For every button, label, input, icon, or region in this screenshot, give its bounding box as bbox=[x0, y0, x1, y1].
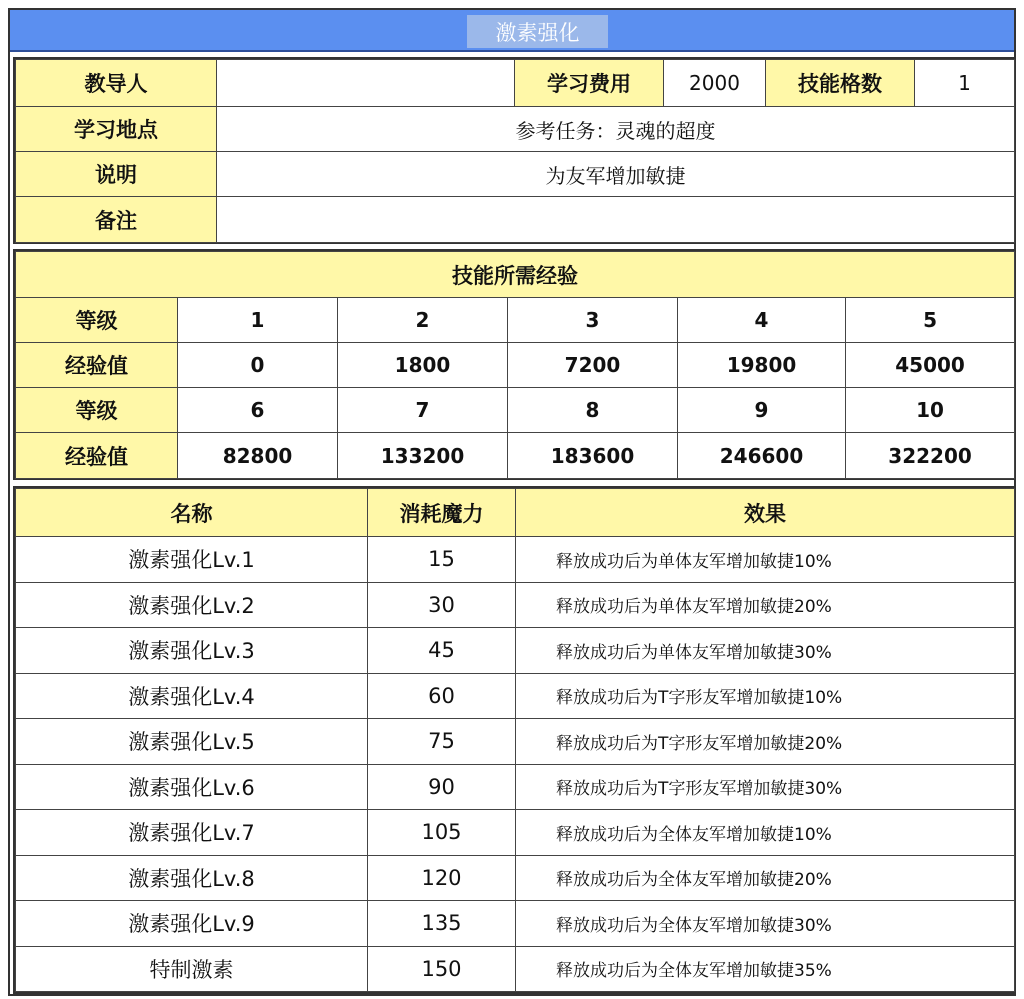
exp-cell: 246600 bbox=[678, 433, 846, 479]
skill-name: 激素强化Lv.7 bbox=[16, 810, 368, 856]
skill-name: 激素强化Lv.8 bbox=[16, 855, 368, 901]
skill-effect: 释放成功后为T字形友军增加敏捷10% bbox=[516, 673, 1015, 719]
skill-effect: 释放成功后为全体友军增加敏捷20% bbox=[516, 855, 1015, 901]
skill-name: 特制激素 bbox=[16, 946, 368, 992]
cost-value: 2000 bbox=[664, 60, 766, 107]
description-value: 为友军增加敏捷 bbox=[217, 152, 1015, 197]
skill-row bbox=[16, 855, 1015, 901]
mentor-value bbox=[217, 60, 515, 107]
exp-cell: 19800 bbox=[678, 343, 846, 388]
skill-effect: 释放成功后为T字形友军增加敏捷20% bbox=[516, 719, 1015, 765]
level-cell: 5 bbox=[846, 298, 1015, 343]
level-cell: 10 bbox=[846, 388, 1015, 433]
location-label: 学习地点 bbox=[16, 107, 217, 152]
level-cell: 7 bbox=[338, 388, 508, 433]
mentor-label: 教导人 bbox=[16, 60, 217, 107]
skill-mp: 75 bbox=[368, 719, 516, 765]
level-cell: 1 bbox=[178, 298, 338, 343]
page-title: 激素强化 bbox=[467, 15, 608, 48]
skill-name-header: 名称 bbox=[16, 489, 368, 537]
level-cell: 6 bbox=[178, 388, 338, 433]
description-label: 说明 bbox=[16, 152, 217, 197]
skill-row bbox=[16, 946, 1015, 992]
info-panel bbox=[13, 57, 1016, 244]
skill-row bbox=[16, 582, 1015, 628]
skill-row bbox=[16, 901, 1015, 947]
skill-mp-header: 消耗魔力 bbox=[368, 489, 516, 537]
skill-effect-header: 效果 bbox=[516, 489, 1015, 537]
level-cell: 2 bbox=[338, 298, 508, 343]
skill-row bbox=[16, 719, 1015, 765]
skill-effect: 释放成功后为单体友军增加敏捷10% bbox=[516, 537, 1015, 583]
skill-mp: 150 bbox=[368, 946, 516, 992]
skill-effect: 释放成功后为全体友军增加敏捷35% bbox=[516, 946, 1015, 992]
exp-label: 经验值 bbox=[16, 343, 178, 388]
skill-mp: 60 bbox=[368, 673, 516, 719]
skills-panel bbox=[13, 486, 1016, 994]
experience-table bbox=[15, 251, 1015, 479]
skill-row bbox=[16, 810, 1015, 856]
skill-effect: 释放成功后为全体友军增加敏捷10% bbox=[516, 810, 1015, 856]
note-label: 备注 bbox=[16, 197, 217, 243]
level-cell: 9 bbox=[678, 388, 846, 433]
exp-cell: 183600 bbox=[508, 433, 678, 479]
exp-label: 经验值 bbox=[16, 433, 178, 479]
skill-mp: 30 bbox=[368, 582, 516, 628]
level-cell: 4 bbox=[678, 298, 846, 343]
skill-row bbox=[16, 537, 1015, 583]
skill-effect: 释放成功后为单体友军增加敏捷30% bbox=[516, 628, 1015, 674]
exp-cell: 45000 bbox=[846, 343, 1015, 388]
exp-cell: 7200 bbox=[508, 343, 678, 388]
level-cell: 8 bbox=[508, 388, 678, 433]
level-label: 等级 bbox=[16, 388, 178, 433]
skill-name: 激素强化Lv.2 bbox=[16, 582, 368, 628]
location-value: 参考任务：灵魂的超度 bbox=[217, 107, 1015, 152]
exp-cell: 0 bbox=[178, 343, 338, 388]
exp-cell: 82800 bbox=[178, 433, 338, 479]
exp-cell: 322200 bbox=[846, 433, 1015, 479]
experience-panel bbox=[13, 249, 1016, 480]
exp-cell: 133200 bbox=[338, 433, 508, 479]
experience-title: 技能所需经验 bbox=[16, 252, 1015, 298]
skills-table bbox=[15, 488, 1015, 992]
skill-name: 激素强化Lv.4 bbox=[16, 673, 368, 719]
skill-name: 激素强化Lv.3 bbox=[16, 628, 368, 674]
skill-mp: 45 bbox=[368, 628, 516, 674]
skill-mp: 120 bbox=[368, 855, 516, 901]
exp-cell: 1800 bbox=[338, 343, 508, 388]
slots-value: 1 bbox=[915, 60, 1015, 107]
skill-name: 激素强化Lv.1 bbox=[16, 537, 368, 583]
skill-name: 激素强化Lv.6 bbox=[16, 764, 368, 810]
skill-row bbox=[16, 764, 1015, 810]
info-table bbox=[15, 59, 1015, 243]
note-value bbox=[217, 197, 1015, 243]
level-cell: 3 bbox=[508, 298, 678, 343]
skill-row bbox=[16, 673, 1015, 719]
skill-mp: 135 bbox=[368, 901, 516, 947]
skill-effect: 释放成功后为单体友军增加敏捷20% bbox=[516, 582, 1015, 628]
slots-label: 技能格数 bbox=[766, 60, 915, 107]
skill-mp: 15 bbox=[368, 537, 516, 583]
skill-effect: 释放成功后为T字形友军增加敏捷30% bbox=[516, 764, 1015, 810]
skill-name: 激素强化Lv.5 bbox=[16, 719, 368, 765]
cost-label: 学习费用 bbox=[515, 60, 664, 107]
skill-row bbox=[16, 628, 1015, 674]
skill-name: 激素强化Lv.9 bbox=[16, 901, 368, 947]
skill-mp: 105 bbox=[368, 810, 516, 856]
skill-effect: 释放成功后为全体友军增加敏捷30% bbox=[516, 901, 1015, 947]
level-label: 等级 bbox=[16, 298, 178, 343]
skill-mp: 90 bbox=[368, 764, 516, 810]
